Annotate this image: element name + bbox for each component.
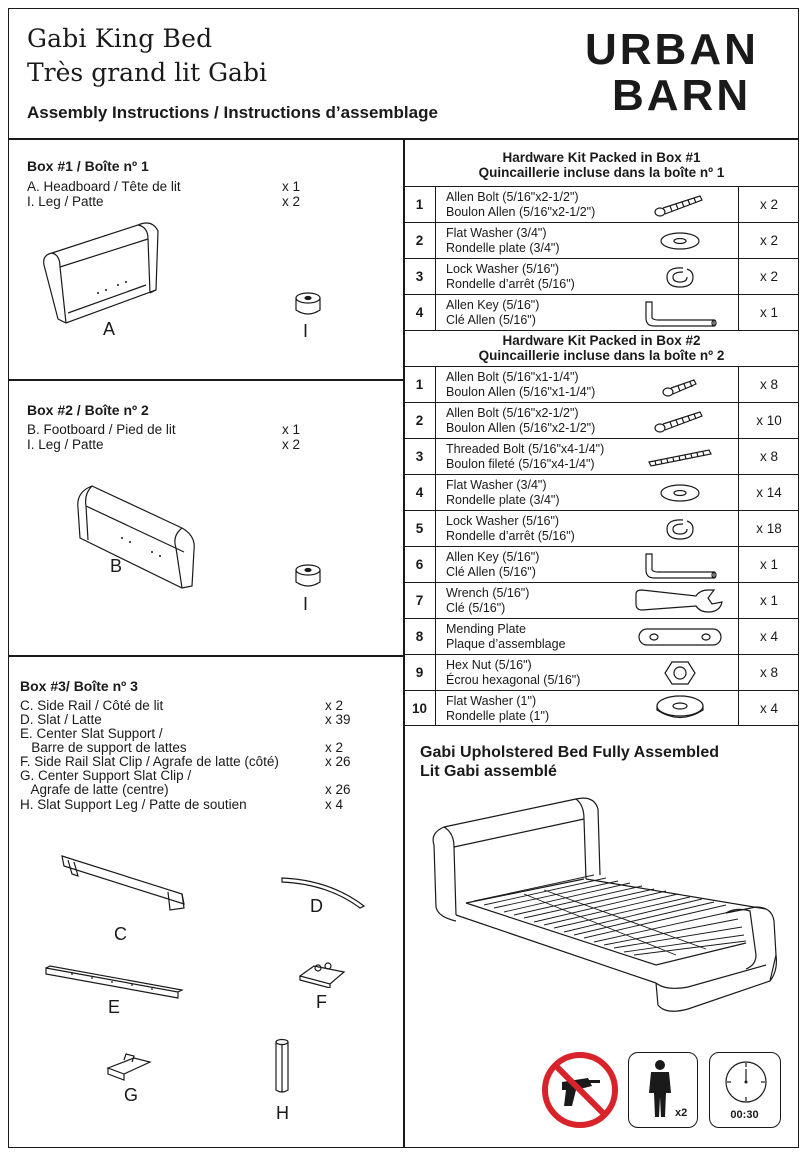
assembly-subtitle: Assembly Instructions / Instructions d’assemblage [27,103,438,122]
assembly-time: 00:30 [730,1109,759,1121]
kit-row-qty: x 2 [738,187,799,222]
kit-row-number: 1 [404,187,436,222]
washer-icon [632,223,728,258]
kit-row-number: 6 [404,547,436,582]
kit1-row [404,222,799,258]
short-bolt-icon [632,367,728,402]
kit-row-qty: x 2 [738,223,799,258]
kit-row-qty: x 8 [738,367,799,402]
kit-row-en: Lock Washer (5/16") [446,514,560,528]
kit-row-en: Mending Plate [446,622,526,636]
slat-drawing [280,872,368,912]
kit-row-fr: Boulon Allen (5/16"x2-1/2") [446,205,596,219]
kit-row-qty: x 8 [738,655,799,690]
kit-row-en: Wrench (5/16") [446,586,530,600]
kit-row-number: 1 [404,367,436,402]
box3-qty: x 2 [325,740,344,755]
kit2-title-fr: Quincaillerie incluse dans la boîte nº 2 [478,348,725,363]
kit-row-qty: x 2 [738,259,799,294]
kit-row-fr: Rondelle plate (1") [446,709,550,723]
assembly-time-box [709,1052,781,1128]
kit1-row [404,186,799,222]
hex-nut-icon [632,655,728,690]
kit-row-number: 7 [404,583,436,618]
kit-row-en: Allen Bolt (5/16"x1-1/4") [446,370,579,384]
box3-item: Barre de support de lattes [20,740,187,755]
kit-row-fr: Boulon Allen (5/16"x1-1/4") [446,385,596,399]
part-letter-a: A [103,319,116,339]
kit-row-en: Flat Washer (3/4") [446,226,547,240]
kit-row-en: Hex Nut (5/16") [446,658,532,672]
box3-item: E. Center Slat Support / [20,726,163,741]
kit-row-en: Threaded Bolt (5/16"x4-1/4") [446,442,605,456]
kit-row-en: Flat Washer (3/4") [446,478,547,492]
kit-row-number: 2 [404,223,436,258]
clock-icon [723,1059,769,1105]
large-washer-icon [632,691,728,725]
allen-key-icon [632,295,728,330]
box3-qty: x 39 [325,712,351,727]
part-letter-b: B [110,556,123,576]
kit-row-qty: x 4 [738,691,799,725]
part-letter-i: I [303,321,309,341]
box3-item: D. Slat / Latte [20,712,102,727]
kit-row-number: 4 [404,295,436,330]
box1-item: A. Headboard / Tête de lit [27,179,181,194]
part-letter-c: C [114,924,127,944]
threaded-bolt-icon [632,439,728,474]
kit-row-qty: x 8 [738,439,799,474]
people-required-box [628,1052,698,1128]
side-rail-clip-drawing [296,956,348,988]
box3-item: H. Slat Support Leg / Patte de soutien [20,797,247,812]
kit-row-qty: x 1 [738,547,799,582]
brand-logo-line1: URBAN [585,25,759,74]
box2-qty: x 2 [282,437,301,452]
side-rail-drawing [58,852,188,914]
kit-row-en: Flat Washer (1") [446,694,537,708]
box3-qty: x 2 [325,698,344,713]
kit-row-qty: x 1 [738,583,799,618]
allen-key-icon [632,547,728,582]
brand-logo-line2: BARN [612,71,752,120]
kit-row-qty: x 4 [738,619,799,654]
no-power-tools-icon [540,1050,620,1130]
kit-row-qty: x 1 [738,295,799,330]
box2-divider [8,655,404,657]
box3-qty: x 4 [325,797,344,812]
kit-row-number: 8 [404,619,436,654]
kit-row-number: 2 [404,403,436,438]
box2-qty: x 1 [282,422,301,437]
kit2-title-en: Hardware Kit Packed in Box #2 [502,333,701,348]
kit-row-fr: Clé Allen (5/16") [446,313,536,327]
leg-drawing [290,562,326,592]
kit1-row [404,258,799,294]
part-letter-i: I [303,594,309,614]
part-letter-f: F [316,992,327,1012]
headboard-drawing [38,215,168,330]
box3-heading: Box #3/ Boîte nº 3 [20,678,138,694]
long-bolt-icon [632,403,728,438]
kit-row-number: 3 [404,259,436,294]
kit-row-fr: Rondelle plate (3/4") [446,493,560,507]
kit-row-number: 9 [404,655,436,690]
title-french: Très grand lit Gabi [27,58,267,87]
title-english: Gabi King Bed [27,24,213,53]
person-icon [647,1059,673,1119]
box3-item: C. Side Rail / Côté de lit [20,698,164,713]
kit2-row [404,618,799,654]
kit2-row [404,690,799,726]
kit-row-qty: x 14 [738,475,799,510]
kit2-row [404,438,799,474]
box1-qty: x 2 [282,194,301,209]
kit-row-fr: Rondelle d’arrêt (5/16") [446,277,575,291]
kit1-row [404,294,799,330]
kit-row-fr: Boulon fileté (5/16"x4-1/4") [446,457,595,471]
assembled-title-fr: Lit Gabi assemblé [420,763,557,780]
kit2-row [404,510,799,546]
box3-item: F. Side Rail Slat Clip / Agrafe de latte (côté) [20,754,279,769]
part-letter-d: D [310,896,323,916]
box3-qty: x 26 [325,754,351,769]
kit2-row [404,654,799,690]
kit2-row [404,546,799,582]
kit-row-qty: x 10 [738,403,799,438]
assembled-title-en: Gabi Upholstered Bed Fully Assembled [420,744,720,761]
leg-drawing [290,290,326,320]
kit2-row [404,582,799,618]
box2-item: B. Footboard / Pied de lit [27,422,176,437]
kit1-title-en: Hardware Kit Packed in Box #1 [502,150,701,165]
slat-support-leg-drawing [270,1036,294,1098]
kit2-row [404,366,799,402]
kit-row-fr: Clé (5/16") [446,601,506,615]
part-letter-g: G [124,1085,139,1105]
kit-row-en: Allen Key (5/16") [446,550,540,564]
kit-row-en: Allen Key (5/16") [446,298,540,312]
kit-row-number: 5 [404,511,436,546]
long-bolt-icon [632,187,728,222]
kit-row-fr: Boulon Allen (5/16"x2-1/2") [446,421,596,435]
washer-icon [632,475,728,510]
box1-qty: x 1 [282,179,301,194]
kit-row-number: 4 [404,475,436,510]
box1-item: I. Leg / Patte [27,194,104,209]
box1-heading: Box #1 / Boîte nº 1 [27,158,149,174]
center-slat-support-drawing [42,962,184,1002]
kit-row-fr: Écrou hexagonal (5/16") [446,673,581,687]
kit-row-en: Allen Bolt (5/16"x2-1/2") [446,406,579,420]
box3-qty: x 26 [325,782,351,797]
part-letter-h: H [276,1103,289,1123]
kit-row-fr: Plaque d’assemblage [446,637,566,651]
kit-row-qty: x 18 [738,511,799,546]
people-count: x2 [675,1107,688,1119]
center-support-clip-drawing [104,1050,154,1082]
box3-item: G. Center Support Slat Clip / [20,768,192,783]
kit-row-fr: Rondelle d’arrêt (5/16") [446,529,575,543]
kit-row-en: Allen Bolt (5/16"x2-1/2") [446,190,579,204]
kit-row-number: 3 [404,439,436,474]
footboard-drawing [72,478,202,593]
kit-row-fr: Clé Allen (5/16") [446,565,536,579]
assembled-bed-drawing [426,795,786,1020]
box2-heading: Box #2 / Boîte nº 2 [27,402,149,418]
part-letter-e: E [108,997,121,1017]
kit-row-en: Lock Washer (5/16") [446,262,560,276]
lock-washer-icon [632,511,728,546]
wrench-icon [632,583,728,618]
kit-row-number: 10 [404,691,436,725]
kit-row-fr: Rondelle plate (3/4") [446,241,560,255]
mending-plate-icon [632,619,728,654]
box2-item: I. Leg / Patte [27,437,104,452]
box3-item: Agrafe de latte (centre) [20,782,169,797]
kit2-row [404,402,799,438]
box1-divider [8,379,404,381]
kit1-title-fr: Quincaillerie incluse dans la boîte nº 1 [478,165,725,180]
lock-washer-icon [632,259,728,294]
kit2-row [404,474,799,510]
